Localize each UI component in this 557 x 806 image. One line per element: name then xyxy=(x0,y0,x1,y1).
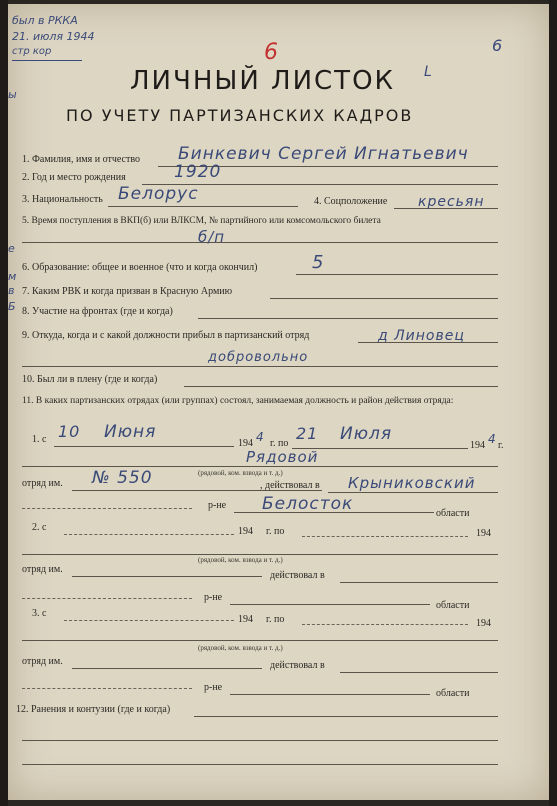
entry-2-year-prefix: 194 xyxy=(238,526,253,537)
margin-char: м xyxy=(8,270,18,283)
entry-2-oblasti: области xyxy=(436,600,470,611)
scan-edge-right xyxy=(549,0,557,806)
field-9-label: 9. Откуда, когда и с какой должности прибыл в партизанский отряд xyxy=(22,330,310,341)
entry-1-g: г. xyxy=(498,440,504,451)
entry-3-g-po: г. по xyxy=(266,614,285,625)
entry-1-number: 1. с xyxy=(32,434,47,445)
entry-3-deistvoval: действовал в xyxy=(270,660,325,671)
field-9-value-1: д Линовец xyxy=(378,328,465,344)
entry-1-day-from: 10 xyxy=(58,422,81,441)
field-2-value: 1920 xyxy=(174,162,222,182)
entry-1-rne-value: Белосток xyxy=(262,494,354,514)
stamp-line-3: стр кор xyxy=(12,46,52,57)
entry-1-g-po: г. по xyxy=(270,438,289,449)
field-10-label: 10. Был ли в плену (где и когда) xyxy=(22,374,158,385)
entry-1-month-from: Июня xyxy=(104,422,157,442)
entry-2-number: 2. с xyxy=(32,522,47,533)
entry-1-day-to: 21 xyxy=(296,424,319,443)
entry-1-position-hint: (рядовой, ком. взвода и т. д.) xyxy=(198,469,283,477)
entry-1-year-to-prefix: 194 xyxy=(470,440,485,451)
field-3-label: 3. Национальность xyxy=(22,194,103,205)
field-6-label: 6. Образование: общее и военное (что и когда окончил) xyxy=(22,262,258,273)
red-page-number: 6 xyxy=(264,40,278,65)
entry-1-otryad-label: отряд им. xyxy=(22,478,63,489)
mark-l: L xyxy=(424,64,433,80)
entry-1-rne: р-не xyxy=(208,500,227,511)
field-5-label: 5. Время поступления в ВКП(б) или ВЛКСМ, № партийного или комсомольского билета xyxy=(22,216,381,226)
entry-3-otryad-label: отряд им. xyxy=(22,656,63,667)
field-6-value: 5 xyxy=(312,252,325,273)
field-4-label: 4. Соцположение xyxy=(314,196,388,207)
entry-2-otryad-label: отряд им. xyxy=(22,564,63,575)
entry-2-g-po: г. по xyxy=(266,526,285,537)
entry-1-deistvoval: , действовал в xyxy=(260,480,320,491)
entry-1-month-to: Июля xyxy=(340,424,393,444)
margin-char: в xyxy=(8,284,16,297)
stamp-line-2: 21. июля 1944 xyxy=(12,30,95,43)
entry-1-deistvoval-value: Крыниковский xyxy=(348,474,476,492)
field-7-label: 7. Каким РВК и когда призван в Красную Армию xyxy=(22,286,233,297)
scan-edge-left xyxy=(0,0,8,806)
entry-2-deistvoval: действовал в xyxy=(270,570,325,581)
entry-2-hint: (рядовой, ком. взвода и т. д.) xyxy=(198,556,283,564)
field-11-label: 11. В каких партизанских отрядах (или группах) состоял, занимаемая должность и район действия отряда: xyxy=(22,396,454,406)
entry-1-year-from-prefix: 194 xyxy=(238,438,253,449)
entry-3-hint: (рядовой, ком. взвода и т. д.) xyxy=(198,644,283,652)
document-title: ЛИЧНЫЙ ЛИСТОК xyxy=(130,66,395,96)
field-4-value: кресьян xyxy=(418,194,485,210)
entry-1-year-to-hand: 4 xyxy=(488,432,497,446)
field-1-label: 1. Фамилия, имя и отчество xyxy=(22,154,141,165)
field-12-label: 12. Ранения и контузии (где и когда) xyxy=(16,704,171,715)
field-3-value: Белорус xyxy=(118,184,199,204)
document-subtitle: ПО УЧЕТУ ПАРТИЗАНСКИХ КАДРОВ xyxy=(66,106,414,125)
field-9-value-2: добровольно xyxy=(208,350,309,365)
document-page xyxy=(8,4,549,800)
corner-page-number: 6 xyxy=(492,36,504,55)
entry-1-year-from-hand: 4 xyxy=(256,430,265,444)
entry-1-otryad-value: № 550 xyxy=(92,468,153,488)
entry-3-year2: 194 xyxy=(476,618,491,629)
margin-char: ы xyxy=(8,88,18,101)
entry-1-position: Рядовой xyxy=(246,448,319,466)
entry-2-year2: 194 xyxy=(476,528,491,539)
entry-3-rne: р-не xyxy=(204,682,223,693)
field-5-value: б/п xyxy=(198,228,226,246)
entry-3-oblasti: области xyxy=(436,688,470,699)
field-2-label: 2. Год и место рождения xyxy=(22,172,126,183)
entry-1-oblasti: области xyxy=(436,508,470,519)
field-1-value: Бинкевич Сергей Игнатьевич xyxy=(178,144,469,164)
entry-3-year-prefix: 194 xyxy=(238,614,253,625)
entry-3-number: 3. с xyxy=(32,608,47,619)
entry-2-rne: р-не xyxy=(204,592,223,603)
stamp-line-1: был в РККА xyxy=(12,14,78,27)
margin-char: е xyxy=(8,242,16,255)
margin-char: Б xyxy=(8,300,17,313)
field-8-label: 8. Участие на фронтах (где и когда) xyxy=(22,306,173,317)
